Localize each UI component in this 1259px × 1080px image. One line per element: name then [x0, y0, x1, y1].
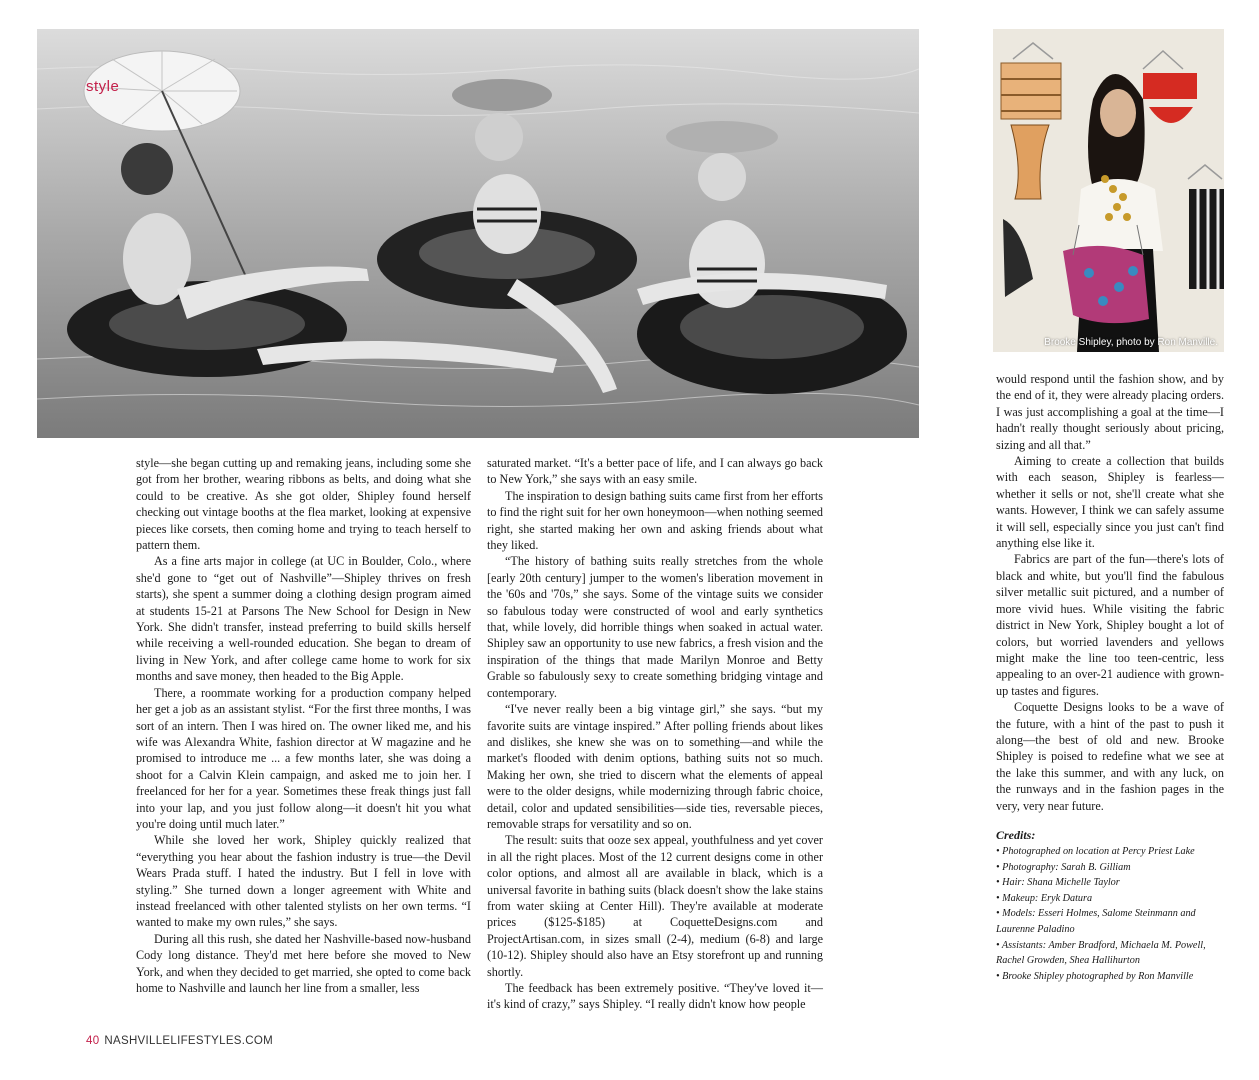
article-column-3: [996, 371, 1224, 814]
portrait-photo: [993, 29, 1224, 352]
paragraph: The result: suits that ooze sex appeal, youthfulness and yet cover in all the right places. Most of the 12 current designs come in other color options, and almost all are available in black, which is a universal favorite in bathing suits (black doesn't show the lake stains from water skiing at Center Hill). They're available at moderate prices ($125-$185) at CoquetteDesigns.com and ProjectArtisan.com, in sizes small (2-4), medium (6-8) and large (10-12). Shipley should also have an Etsy storefront up and running shortly.: [487, 833, 823, 979]
page-folio: [86, 1035, 273, 1047]
hero-photo: [37, 29, 919, 438]
paragraph: During all this rush, she dated her Nashville-based now-husband Cody long distance. They'd met here before she moved to New York, and when they decided to get married, she opted to come back home to Nashville and launch her line from a smaller, less: [136, 931, 471, 995]
hero-photo-illustration: [37, 29, 919, 438]
credits-heading: Credits:: [996, 828, 1036, 842]
page-number: 40: [86, 1035, 100, 1047]
paragraph: Fabrics are part of the fun—there's lots of black and white, but you'll find the fabulous silver metallic suit pictured, and a number of more vivid hues. While visiting the fabric district in New York, Shipley bought a lot of colors, but worried lavenders and yellows might make the line too teen-centric, less appealing to an over-21 audience with grown-up tastes and figures.: [996, 552, 1224, 698]
paragraph: There, a roommate working for a production company helped her get a job as an assistant stylist. “For the first three months, I was sort of an intern. Then I was hired on. The owner liked me, and his wife was Alexandra White, fashion director at W magazine and he promised to introduce me ... a few months later, she was doing a shoot for a Calvin Klein campaign, and asked me to join her. I freelanced for her for a year. Sometimes these freak things just fall into your lap, and you just follow along—it doesn't hit you what you're doing until much later.”: [136, 685, 471, 831]
credit-line: • Makeup: Eryk Datura: [996, 892, 1093, 904]
credit-line: • Assistants: Amber Bradford, Michaela M. Powell, Rachel Growden, Shea Hallihurton: [996, 939, 1206, 967]
paragraph: Coquette Designs looks to be a wave of the future, with a hint of the past to push it along—the best of old and new. Brooke Shipley is poised to redefine what we see at the lake this summer, and with any luck, on the runways and in the fashion pages in the very, very near future.: [996, 700, 1224, 813]
paragraph: “The history of bathing suits really stretches from the whole [early 20th century] jumper to the women's liberation movement in the '60s and '70s,” she says. Some of the vintage suits we consider so fabulous today were constructed of wool and early synthetics that, while lovely, did horrible things when soaked in actual water. Shipley saw an opportunity to use new fabrics, a fresh vision and the inspiration of the things that made Marilyn Monroe and Betty Grable so fabulously sexy to create something bridging vintage and contemporary.: [487, 554, 823, 700]
photo-credit: Brooke Shipley, photo by Ron Manville.: [1044, 337, 1218, 348]
paragraph: The inspiration to design bathing suits came first from her efforts to find the right suit for her own honeymoon—when nothing seemed right, she started making her own and asking friends about what they liked.: [487, 488, 823, 553]
paragraph: would respond until the fashion show, and by the end of it, they were already placing orders. I was just accomplishing a goal at the time—I hadn't really thought seriously about pricing, sizing and all that.”: [996, 372, 1224, 452]
credit-line: • Photography: Sarah B. Gilliam: [996, 861, 1131, 873]
paragraph: The feedback has been extremely positive. “They've loved it—it's kind of crazy,” says Shipley. “I really didn't know how people: [487, 981, 823, 1012]
website-url: NASHVILLELIFESTYLES.COM: [104, 1035, 273, 1047]
article-column-1: [136, 455, 471, 996]
paragraph: style—she began cutting up and remaking jeans, including some she got from her brother, wearing ribbons as belts, and doing what she could to be creative. As she got older, Shipley found herself checking out vintage booths at the flea market, looking at expensive pieces like corsets, then coming home and trying to teach herself to pattern them.: [136, 456, 471, 553]
paragraph: Aiming to create a collection that builds with each season, Shipley is fearless—whether it sells or not, she'll create what she wants. However, I think we can safely assume it will sell, especially since you just can't find anything else like it.: [996, 454, 1224, 551]
article-column-2: [487, 455, 823, 1013]
section-tag: style: [86, 78, 120, 95]
credit-line: • Brooke Shipley photographed by Ron Manville: [996, 970, 1194, 982]
portrait-photo-illustration: [993, 29, 1224, 352]
credit-line: • Models: Esseri Holmes, Salome Steinmann and Laurenne Paladino: [996, 908, 1196, 935]
credit-line: • Photographed on location at Percy Priest Lake: [996, 846, 1195, 857]
paragraph: As a fine arts major in college (at UC in Boulder, Colo., where she'd gone to “get out of Nashville”—Shipley thrives on fresh starts), she spent a summer doing a clothing design program aimed at students 15-21 at Parsons The New School for Design in New York. She didn't transfer, instead preferring to build skills herself while receiving a well-rounded education. She began to dream of living in New York, and after college came home to work for six months and save money, then headed to the Big Apple.: [136, 554, 471, 684]
paragraph: saturated market. “It's a better pace of life, and I can always go back to New York,” she says with an easy smile.: [487, 456, 823, 487]
paragraph: While she loved her work, Shipley quickly realized that “everything you hear about the fashion industry is true—the Devil Wears Prada stuff. I hated the industry. But I fell in love with styling.” She turned down a longer agreement with White and instead freelanced with other talented stylists on her own terms. “I wanted to make my own rules,” she says.: [136, 833, 471, 930]
credit-line: • Hair: Shana Michelle Taylor: [996, 877, 1120, 889]
paragraph: “I've never really been a big vintage girl,” she says. “but my favorite suits are vintage inspired.” After polling friends about likes and dislikes, she knew she was on to something—and while the market's flooded with denim options, bathing suits not so much. Making her own, she tried to discern what the elements of appeal were to the older designs, while modernizing through fabric choice, detail, color and updated sensibilities—side ties, reversable pieces, removable straps for versatility and so on.: [487, 702, 823, 831]
credits-box: [996, 828, 1228, 984]
